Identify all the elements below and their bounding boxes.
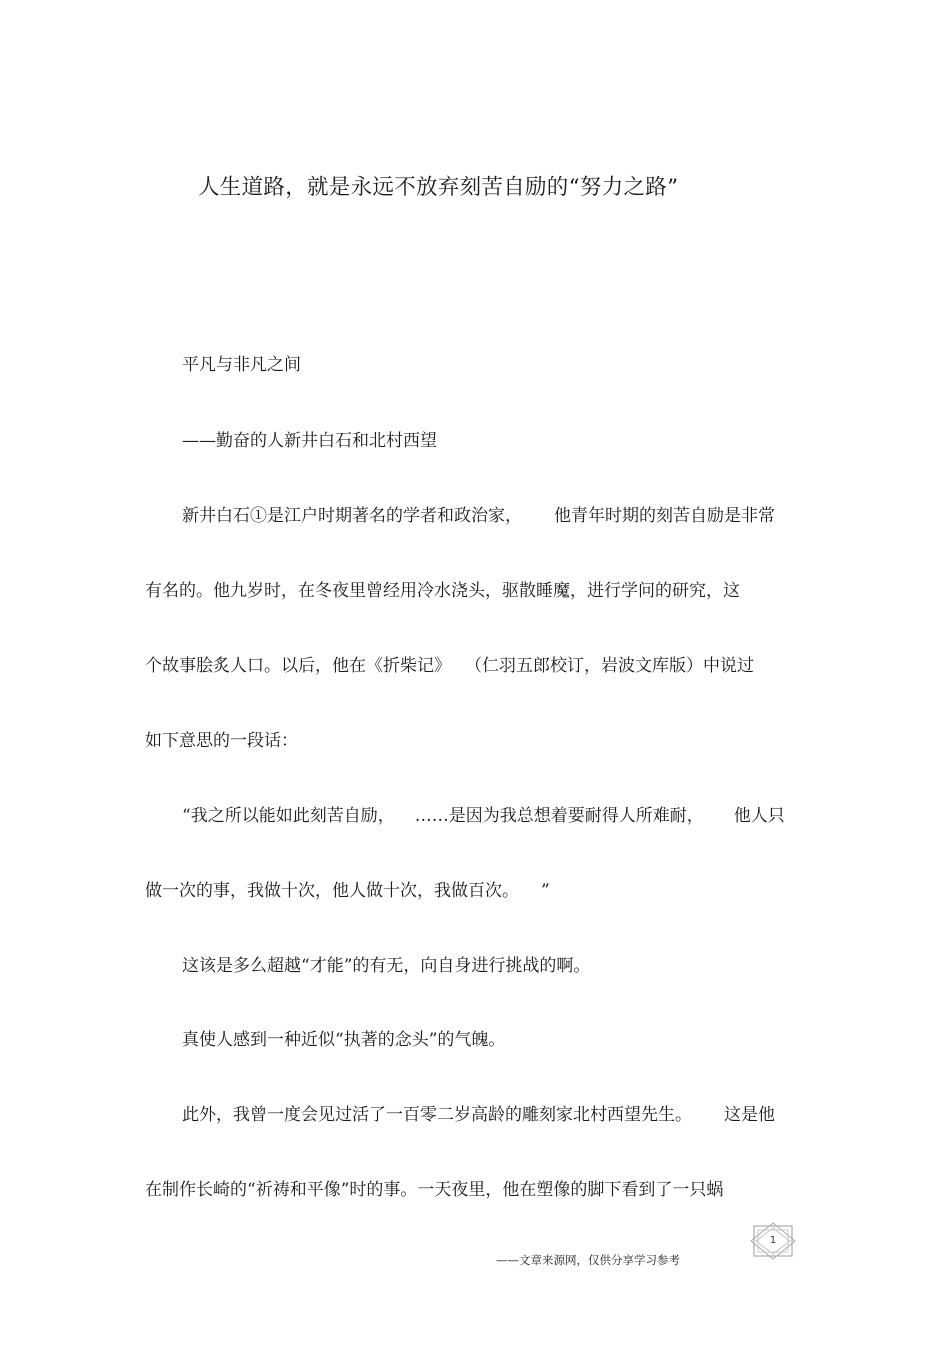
page-number: 1 xyxy=(769,1235,777,1246)
paragraph-text: 他人只 xyxy=(733,806,785,826)
paragraph-text: 个故事脍炙人口。以后，他在《折柴记》 xyxy=(145,656,451,676)
paragraph-subtitle xyxy=(182,350,301,375)
paragraph-text: 在制作长崎的“祈祷和平像”时的事。一天夜里，他在塑像的脚下看到了一只蜗 xyxy=(145,1180,724,1200)
paragraph-text: （仁羽五郎校订，岩波文库版）中说过 xyxy=(465,656,754,676)
paragraph-text: 如下意思的一段话： xyxy=(145,731,298,751)
page-number-badge xyxy=(750,1222,796,1260)
paragraph-text: ” xyxy=(541,881,550,901)
paragraph-text: 新井白石①是江户时期著名的学者和政治家， xyxy=(182,506,522,526)
paragraph-text: 这是他 xyxy=(724,1105,775,1125)
paragraph-byline xyxy=(182,426,437,451)
document-title: 人生道路，就是永远不放弃刻苦自励的“努力之路” xyxy=(198,175,679,200)
paragraph-line xyxy=(182,1100,775,1125)
paragraph-quote xyxy=(182,801,785,826)
paragraph-text: ……是因为我总想着要耐得人所难耐， xyxy=(414,806,704,826)
paragraph-text: ——勤奋的人新井白石和北村西望 xyxy=(182,431,437,451)
paragraph-line xyxy=(145,576,740,601)
paragraph-text: 平凡与非凡之间 xyxy=(182,355,301,375)
paragraph-text: 他青年时期的刻苦自励是非常 xyxy=(554,506,775,526)
paragraph-text: 这该是多么超越“才能”的有无，向自身进行挑战的啊。 xyxy=(182,956,591,976)
paragraph-text: “我之所以能如此刻苦自励， xyxy=(182,806,395,826)
paragraph-text: 此外，我曾一度会见过活了一百零二岁高龄的雕刻家北村西望先生。 xyxy=(182,1105,692,1125)
footer-source-note: ——文章来源网，仅供分享学习参考 xyxy=(496,1253,680,1267)
paragraph-line xyxy=(145,1175,723,1200)
paragraph-text: 真使人感到一种近似“执著的念头”的气魄。 xyxy=(182,1030,506,1050)
paragraph-text: 做一次的事，我做十次，他人做十次，我做百次。 xyxy=(145,881,519,901)
paragraph-line xyxy=(182,1025,505,1050)
paragraph-text: 有名的。他九岁时，在冬夜里曾经用冷水浇头，驱散睡魔，进行学问的研究，这 xyxy=(145,581,740,601)
paragraph-line xyxy=(182,501,775,526)
paragraph-line xyxy=(145,726,298,751)
paragraph-line xyxy=(145,651,754,676)
paragraph-line xyxy=(182,951,590,976)
paragraph-quote xyxy=(145,876,550,901)
